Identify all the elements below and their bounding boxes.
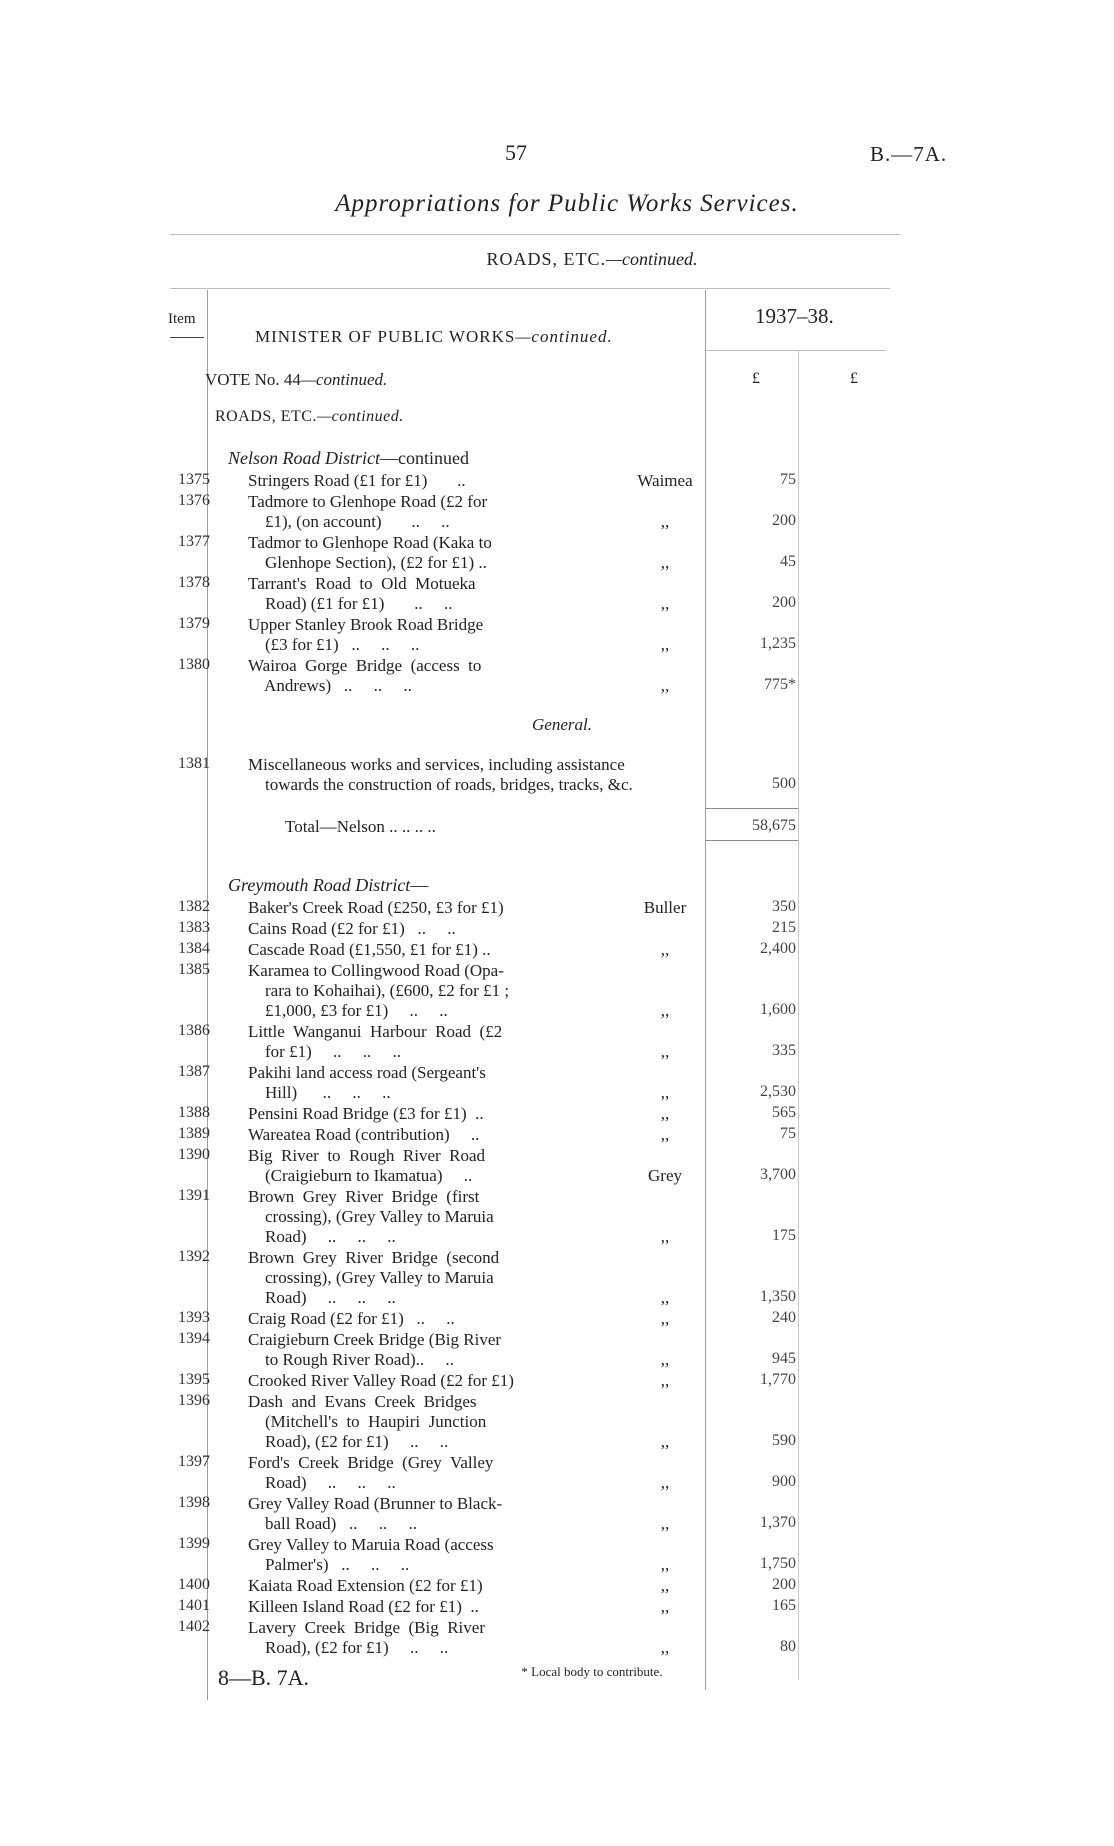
item-amount: 75 bbox=[780, 1125, 796, 1142]
item-amount: 240 bbox=[772, 1309, 796, 1326]
item-amount: 2,400 bbox=[760, 940, 796, 957]
item-description: Tadmor to Glenhope Road (Kaka to Glenhope Section), (£2 for £1) .. bbox=[248, 533, 492, 572]
item-county: ,, bbox=[660, 1125, 670, 1144]
table-top-rule bbox=[170, 288, 890, 289]
item-amount: 1,370 bbox=[760, 1514, 796, 1531]
item-amount: 215 bbox=[772, 919, 796, 936]
vote-heading bbox=[205, 370, 387, 390]
item-description: Big River to Rough River Road (Craigieburn to Ikamatua) .. bbox=[248, 1146, 486, 1185]
item-county: ,, bbox=[660, 1473, 670, 1492]
item-county: Buller bbox=[643, 898, 687, 917]
section-heading-main: ROADS, ETC. bbox=[486, 249, 606, 269]
item-description: Cascade Road (£1,550, £1 for £1) .. bbox=[248, 940, 491, 959]
item-county: ,, bbox=[660, 1597, 670, 1616]
item-amount: 1,350 bbox=[760, 1288, 796, 1305]
item-amount: 200 bbox=[772, 594, 796, 611]
nelson-district-name: Nelson Road District bbox=[228, 448, 380, 468]
item-number: 1401 bbox=[178, 1597, 210, 1614]
item-number: 1400 bbox=[178, 1576, 210, 1593]
item-number: 1381 bbox=[178, 755, 210, 772]
item-column-header: Item bbox=[168, 311, 196, 327]
item-number: 1388 bbox=[178, 1104, 210, 1121]
item-county: Grey bbox=[648, 1166, 682, 1185]
item-amount: 1,750 bbox=[760, 1555, 796, 1572]
page-footer: 8—B. 7A. bbox=[218, 1665, 310, 1690]
item-county: ,, bbox=[660, 512, 670, 531]
pound-symbol-right: £ bbox=[850, 370, 858, 387]
item-number: 1377 bbox=[178, 533, 210, 550]
section-heading-cont: —continued. bbox=[606, 249, 698, 269]
item-amount: 565 bbox=[772, 1104, 796, 1121]
item-description: Wairoa Gorge Bridge (access to Andrews) .. .. .. bbox=[248, 656, 482, 695]
item-amount: 165 bbox=[772, 1597, 796, 1614]
title-rule bbox=[170, 234, 900, 235]
item-description: Grey Valley to Maruia Road (access Palmer's) .. .. .. bbox=[248, 1535, 494, 1574]
item-description: Karamea to Collingwood Road (Opa- rara to Kohaihai), (£600, £2 for £1 ; £1,000, £3 for £1) .. .. bbox=[248, 961, 510, 1020]
item-amount: 900 bbox=[772, 1473, 796, 1490]
item-amount: 1,770 bbox=[760, 1371, 796, 1388]
item-county: ,, bbox=[660, 594, 670, 613]
item-description: Crooked River Valley Road (£2 for £1) bbox=[248, 1371, 514, 1390]
item-amount: 75 bbox=[780, 471, 796, 488]
minister-heading-cont: —continued. bbox=[515, 327, 613, 346]
vote-heading-main: VOTE No. 44 bbox=[205, 370, 301, 389]
item-description: Cains Road (£2 for £1) .. .. bbox=[248, 919, 456, 938]
greymouth-district-name: Greymouth Road District bbox=[228, 875, 411, 895]
item-number: 1391 bbox=[178, 1187, 210, 1204]
item-number: 1394 bbox=[178, 1330, 210, 1347]
item-county: ,, bbox=[660, 1227, 670, 1246]
item-description: Dash and Evans Creek Bridges (Mitchell's to Haupiri Junction Road), (£2 for £1) .. .. bbox=[248, 1392, 487, 1451]
item-amount: 3,700 bbox=[760, 1166, 796, 1183]
item-description: Miscellaneous works and services, including assistance towards the construction of roads, bridges, tracks, &c. bbox=[248, 755, 633, 794]
item-amount: 775* bbox=[764, 676, 796, 693]
item-number: 1376 bbox=[178, 492, 210, 509]
item-county: Waimea bbox=[637, 471, 693, 490]
item-description: Brown Grey River Bridge (first crossing), (Grey Valley to Maruia Road) .. .. .. bbox=[248, 1187, 494, 1246]
roads-heading bbox=[215, 408, 404, 426]
item-description: Brown Grey River Bridge (second crossing), (Grey Valley to Maruia Road) .. .. .. bbox=[248, 1248, 500, 1307]
year-underline bbox=[706, 350, 886, 351]
item-county: ,, bbox=[660, 1001, 670, 1020]
item-description: Pensini Road Bridge (£3 for £1) .. bbox=[248, 1104, 484, 1123]
item-number: 1398 bbox=[178, 1494, 210, 1511]
item-number: 1397 bbox=[178, 1453, 210, 1470]
item-amount: 2,530 bbox=[760, 1083, 796, 1100]
item-amount: 200 bbox=[772, 1576, 796, 1593]
item-county: ,, bbox=[660, 1555, 670, 1574]
nelson-district-heading bbox=[228, 448, 469, 469]
item-description: Killeen Island Road (£2 for £1) .. bbox=[248, 1597, 479, 1616]
item-county: ,, bbox=[660, 1309, 670, 1328]
total-label: Total—Nelson .. .. .. .. bbox=[285, 817, 436, 836]
item-county: ,, bbox=[660, 1104, 670, 1123]
item-amount: 1,235 bbox=[760, 635, 796, 652]
item-number: 1384 bbox=[178, 940, 210, 957]
item-number: 1396 bbox=[178, 1392, 210, 1409]
total-amount: 58,675 bbox=[752, 817, 796, 834]
minister-heading-main: MINISTER OF PUBLIC WORKS bbox=[255, 327, 516, 346]
item-amount: 200 bbox=[772, 512, 796, 529]
item-number: 1390 bbox=[178, 1146, 210, 1163]
item-county: ,, bbox=[660, 1371, 670, 1390]
vote-heading-cont: —continued. bbox=[300, 370, 388, 389]
item-amount: 80 bbox=[780, 1638, 796, 1655]
item-description: Craig Road (£2 for £1) .. .. bbox=[248, 1309, 455, 1328]
greymouth-district-cont: — bbox=[410, 875, 429, 895]
roads-heading-cont: —continued. bbox=[316, 408, 404, 425]
item-number: 1382 bbox=[178, 898, 210, 915]
item-description: Kaiata Road Extension (£2 for £1) bbox=[248, 1576, 483, 1595]
item-number: 1380 bbox=[178, 656, 210, 673]
item-description: Tarrant's Road to Old Motueka Road) (£1 for £1) .. .. bbox=[248, 574, 476, 613]
item-amount: 945 bbox=[772, 1350, 796, 1367]
item-amount: 175 bbox=[772, 1227, 796, 1244]
item-amount: 590 bbox=[772, 1432, 796, 1449]
item-description: Lavery Creek Bridge (Big River Road), (£2 for £1) .. .. bbox=[248, 1618, 485, 1657]
item-county: ,, bbox=[660, 1432, 670, 1451]
document-code: B.—7A. bbox=[870, 142, 948, 166]
item-number: 1378 bbox=[178, 574, 210, 591]
item-description: Grey Valley Road (Brunner to Black- ball Road) .. .. .. bbox=[248, 1494, 503, 1533]
item-description: Upper Stanley Brook Road Bridge (£3 for £1) .. .. .. bbox=[248, 615, 484, 654]
item-number: 1395 bbox=[178, 1371, 210, 1388]
item-county: ,, bbox=[660, 1083, 670, 1102]
item-amount: 1,600 bbox=[760, 1001, 796, 1018]
total-rule-top bbox=[706, 808, 798, 809]
item-number: 1379 bbox=[178, 615, 210, 632]
item-description: Ford's Creek Bridge (Grey Valley Road) .. .. .. bbox=[248, 1453, 494, 1492]
item-county: ,, bbox=[660, 940, 670, 959]
item-description: Stringers Road (£1 for £1) .. bbox=[248, 471, 466, 490]
footnote: * Local body to contribute. bbox=[521, 1664, 663, 1679]
item-number: 1387 bbox=[178, 1063, 210, 1080]
item-county: ,, bbox=[660, 1350, 670, 1369]
item-county: ,, bbox=[660, 553, 670, 572]
item-description: Wareatea Road (contribution) .. bbox=[248, 1125, 480, 1144]
item-number: 1393 bbox=[178, 1309, 210, 1326]
nelson-district-cont: —continued bbox=[380, 448, 469, 468]
section-heading bbox=[0, 249, 1114, 270]
item-number: 1402 bbox=[178, 1618, 210, 1635]
item-description: Little Wanganui Harbour Road (£2 for £1) .. .. .. bbox=[248, 1022, 503, 1061]
item-number: 1389 bbox=[178, 1125, 210, 1142]
item-county: ,, bbox=[660, 1042, 670, 1061]
item-county: ,, bbox=[660, 676, 670, 695]
greymouth-district-heading bbox=[228, 875, 428, 896]
item-amount: 45 bbox=[780, 553, 796, 570]
item-number: 1383 bbox=[178, 919, 210, 936]
general-heading: General. bbox=[532, 715, 592, 734]
item-county: ,, bbox=[660, 1514, 670, 1533]
pound-symbol-left: £ bbox=[752, 370, 760, 387]
item-description: Craigieburn Creek Bridge (Big River to Rough River Road).. .. bbox=[248, 1330, 502, 1369]
item-description: Baker's Creek Road (£250, £3 for £1) bbox=[248, 898, 504, 917]
page-title: Appropriations for Public Works Services. bbox=[335, 190, 799, 217]
amount-column-mid-rule bbox=[798, 350, 799, 1680]
page-number: 57 bbox=[505, 140, 527, 165]
item-amount: 335 bbox=[772, 1042, 796, 1059]
item-county: ,, bbox=[660, 1288, 670, 1307]
year-column-header: 1937–38. bbox=[755, 304, 834, 328]
roads-heading-main: ROADS, ETC. bbox=[215, 408, 317, 425]
item-number: 1375 bbox=[178, 471, 210, 488]
item-description: Tadmore to Glenhope Road (£2 for £1), (on account) .. .. bbox=[248, 492, 488, 531]
item-amount: 500 bbox=[772, 775, 796, 792]
item-county: ,, bbox=[660, 635, 670, 654]
item-amount: 350 bbox=[772, 898, 796, 915]
item-description: Pakihi land access road (Sergeant's Hill) .. .. .. bbox=[248, 1063, 486, 1102]
item-number: 1385 bbox=[178, 961, 210, 978]
item-number: 1386 bbox=[178, 1022, 210, 1039]
item-number: 1392 bbox=[178, 1248, 210, 1265]
item-number: 1399 bbox=[178, 1535, 210, 1552]
minister-heading bbox=[255, 327, 613, 347]
item-county: ,, bbox=[660, 1638, 670, 1657]
item-county: ,, bbox=[660, 1576, 670, 1595]
total-rule-bottom bbox=[706, 840, 798, 841]
item-header-dash bbox=[170, 337, 204, 338]
